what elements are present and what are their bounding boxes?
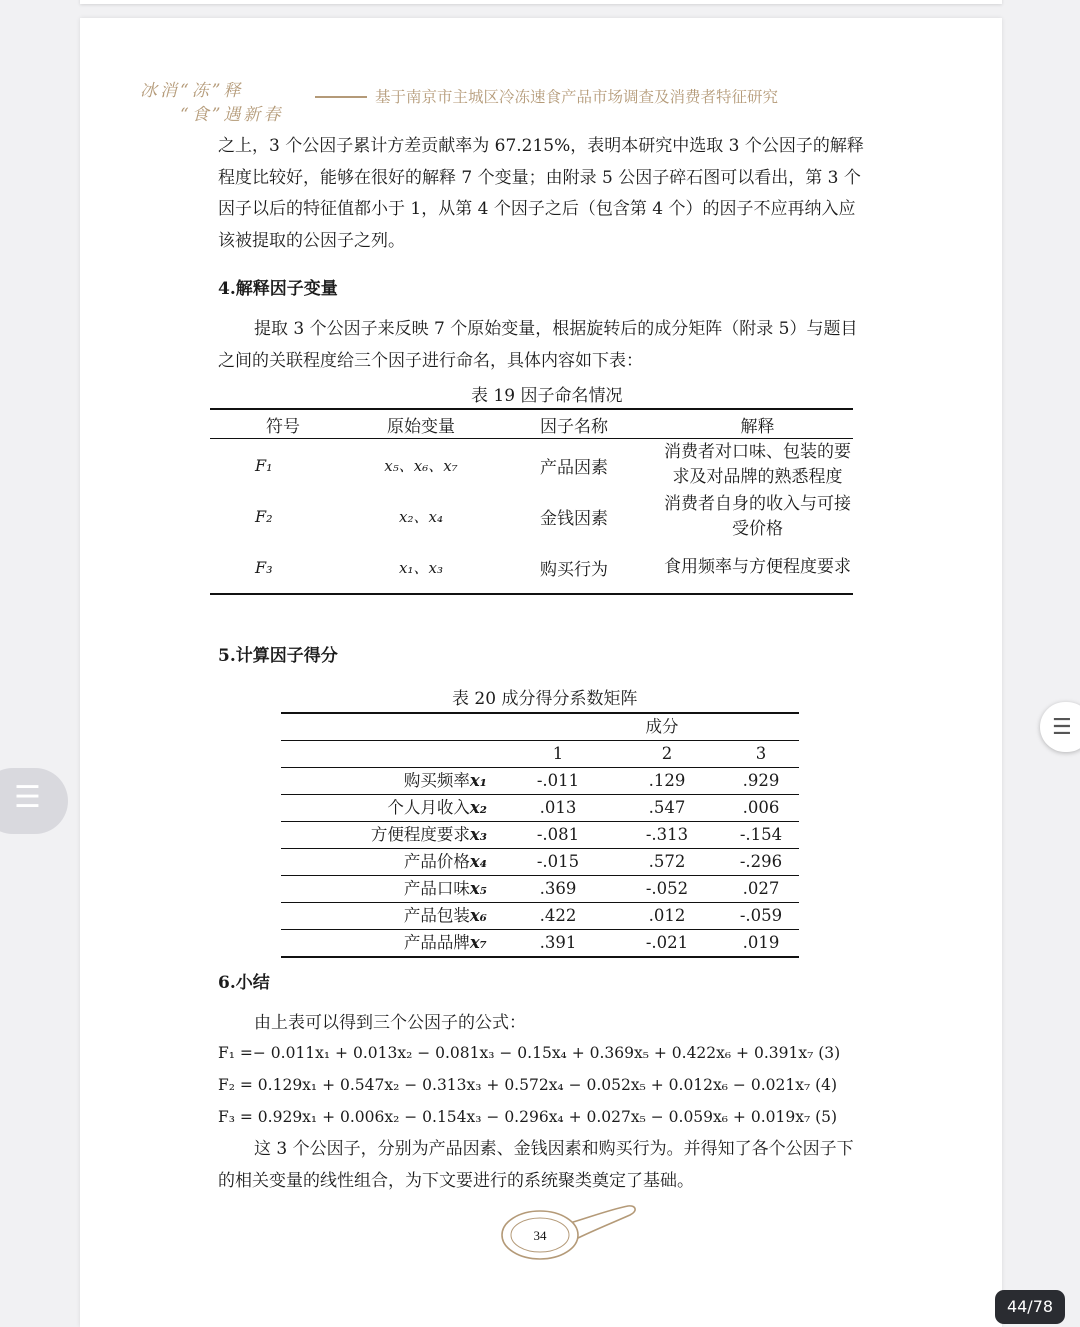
factor-desc: 消费者对口味、包装的要求及对品牌的熟悉程度 bbox=[664, 442, 851, 488]
cell-value: .129 bbox=[611, 768, 723, 795]
table-row bbox=[210, 542, 853, 594]
table20-col-1: 1 bbox=[505, 741, 611, 768]
factor-name: 产品因素 bbox=[540, 457, 608, 478]
section6-heading: 6.小结 bbox=[218, 973, 270, 993]
outline-toggle-button[interactable] bbox=[0, 768, 68, 834]
table19-header-name: 因子名称 bbox=[486, 409, 662, 439]
table19-header-desc: 解释 bbox=[662, 409, 853, 439]
header-calligraphy-logo: 冰消“冻”释 “食”遇新春 bbox=[140, 81, 284, 125]
row-var: x₇ bbox=[469, 933, 487, 952]
table-row bbox=[281, 822, 799, 849]
cell-value: .929 bbox=[723, 768, 799, 795]
table20-group-header: 成分 bbox=[505, 713, 799, 741]
table-row bbox=[281, 795, 799, 822]
table20-caption: 表 20 成分得分系数矩阵 bbox=[452, 689, 638, 709]
factor-symbol: F₃ bbox=[255, 557, 273, 577]
factor-name: 购买行为 bbox=[540, 559, 608, 580]
cell-value: -.052 bbox=[611, 876, 723, 903]
row-label: 产品口味 bbox=[403, 879, 470, 898]
table20-group-row bbox=[281, 713, 799, 741]
section4-heading: 4.解释因子变量 bbox=[218, 279, 338, 299]
header-subtitle: 基于南京市主城区冷冻速食产品市场调查及消费者特征研究 bbox=[375, 89, 779, 106]
page-header bbox=[140, 70, 860, 130]
page-number: 34 bbox=[533, 1228, 547, 1243]
cell-value: .012 bbox=[611, 903, 723, 930]
hamburger-icon: ☰ bbox=[1052, 715, 1072, 740]
factor-vars: x₁、x₃ bbox=[399, 558, 443, 577]
cell-value: -.021 bbox=[611, 930, 723, 958]
row-var: x₄ bbox=[469, 852, 487, 871]
row-var: x₃ bbox=[469, 825, 487, 844]
factor-desc: 消费者自身的收入与可接受价格 bbox=[664, 493, 851, 539]
cell-value: -.059 bbox=[723, 903, 799, 930]
row-label: 个人月收入 bbox=[387, 798, 470, 817]
row-label: 产品品牌 bbox=[403, 933, 470, 952]
cell-value: -.081 bbox=[505, 822, 611, 849]
factor-desc: 食用频率与方便程度要求 bbox=[664, 556, 851, 577]
table20-column-row bbox=[281, 741, 799, 768]
cell-value: .391 bbox=[505, 930, 611, 958]
table20-col-3: 3 bbox=[723, 741, 799, 768]
cell-value: -.296 bbox=[723, 849, 799, 876]
cell-value: .422 bbox=[505, 903, 611, 930]
cell-value: .369 bbox=[505, 876, 611, 903]
cell-value: .019 bbox=[723, 930, 799, 958]
hamburger-menu-button[interactable] bbox=[1040, 702, 1080, 752]
table19-header-vars: 原始变量 bbox=[356, 409, 486, 439]
cell-value: -.313 bbox=[611, 822, 723, 849]
cell-value: .547 bbox=[611, 795, 723, 822]
factor-naming-table bbox=[210, 408, 853, 595]
equation-f2: F₂ = 0.129x₁ + 0.547x₂ − 0.313x₃ + 0.572x₄ − 0.052x₅ + 0.012x₆ − 0.021x₇ (4) bbox=[218, 1076, 838, 1094]
cell-value: -.154 bbox=[723, 822, 799, 849]
table-row bbox=[210, 439, 853, 492]
table19-caption: 表 19 因子命名情况 bbox=[471, 386, 623, 406]
table-row bbox=[281, 876, 799, 903]
page-indicator: 44/78 bbox=[995, 1290, 1065, 1324]
score-coefficient-table bbox=[281, 712, 799, 958]
row-var: x₅ bbox=[469, 879, 487, 898]
factor-symbol: F₂ bbox=[255, 507, 273, 526]
row-label: 产品价格 bbox=[403, 852, 470, 871]
table-row bbox=[281, 849, 799, 876]
row-label: 方便程度要求 bbox=[370, 825, 470, 844]
header-dash bbox=[315, 96, 367, 98]
row-label: 产品包装 bbox=[403, 906, 470, 925]
cell-value: -.011 bbox=[505, 768, 611, 795]
table-row bbox=[281, 768, 799, 795]
cell-value: .006 bbox=[723, 795, 799, 822]
section4-paragraph: 提取 3 个公因子来反映 7 个原始变量，根据旋转后的成分矩阵（附录 5）与题目之间的关联程度给三个因子进行命名，具体内容如下表： bbox=[218, 319, 858, 371]
factor-vars: x₅、x₆、x₇ bbox=[384, 456, 458, 475]
section5-heading: 5.计算因子得分 bbox=[218, 646, 338, 666]
factor-name: 金钱因素 bbox=[540, 509, 608, 529]
cell-value: .027 bbox=[723, 876, 799, 903]
cell-value: .013 bbox=[505, 795, 611, 822]
list-icon: ☰ bbox=[14, 780, 41, 815]
intro-paragraph: 之上，3 个公因子累计方差贡献率为 67.215%，表明本研究中选取 3 个公因子的解释程度比较好，能够在很好的解释 7 个变量；由附录 5 公因子碎石图可以看出，第 3 个因子以后的特征值都小于 1，从第 4 个因子之后（包含第 4 个）的因子不应再纳入应该被提取的公因子之列。 bbox=[218, 136, 864, 251]
row-var: x₁ bbox=[469, 771, 487, 790]
table19-header-symbol: 符号 bbox=[210, 409, 356, 439]
row-var: x₆ bbox=[469, 906, 487, 925]
equation-f3: F₃ = 0.929x₁ + 0.006x₂ − 0.154x₃ − 0.296x₄ + 0.027x₅ − 0.059x₆ + 0.019x₇ (5) bbox=[218, 1108, 838, 1126]
equation-f1: F₁ =− 0.011x₁ + 0.013x₂ − 0.081x₃ − 0.15x₄ + 0.369x₅ + 0.422x₆ + 0.391x₇ (3) bbox=[218, 1044, 841, 1062]
factor-vars: x₂、x₄ bbox=[399, 508, 443, 526]
section6-closing: 这 3 个公因子，分别为产品因素、金钱因素和购买行为。并得知了各个公因子下的相关变量的线性组合，为下文要进行的系统聚类奠定了基础。 bbox=[218, 1139, 854, 1191]
cell-value: .572 bbox=[611, 849, 723, 876]
table-row bbox=[210, 492, 853, 542]
spoon-page-number-icon bbox=[500, 1203, 638, 1263]
previous-page-edge bbox=[80, 0, 1002, 4]
row-var: x₂ bbox=[469, 798, 487, 817]
cell-value: -.015 bbox=[505, 849, 611, 876]
table20-col-2: 2 bbox=[611, 741, 723, 768]
row-label: 购买频率 bbox=[403, 771, 470, 790]
table-row bbox=[281, 930, 799, 958]
factor-symbol: F₁ bbox=[255, 455, 273, 475]
table-row bbox=[281, 903, 799, 930]
section6-lead: 由上表可以得到三个公因子的公式： bbox=[254, 1013, 526, 1033]
